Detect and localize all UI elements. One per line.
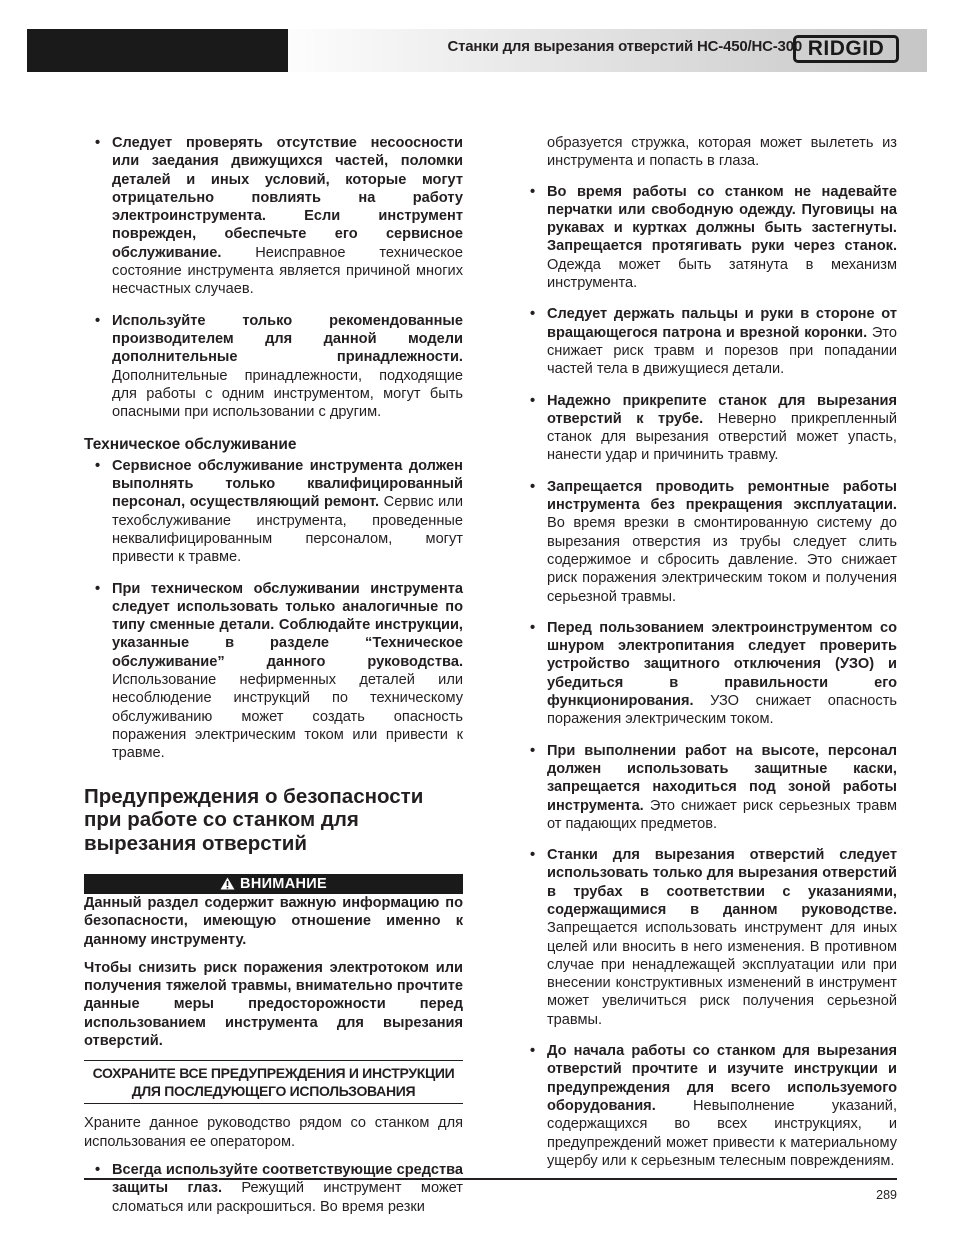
bullet-item (84, 580, 463, 763)
bullet-bold: Сервисное обслуживание инструмента должен выполнять только квалифицированный персонал, осуществляющий ремонт. (112, 457, 463, 511)
bullet-item (84, 457, 463, 567)
bullet-text: УЗО снижает опасность поражения электрическим током. (547, 693, 897, 728)
bullet-icon: • (530, 183, 536, 200)
warning-triangle-icon (220, 877, 235, 890)
bullet-item (519, 1042, 897, 1170)
bullet-icon: • (530, 742, 536, 759)
bullet-text: Режущий инструмент может сломаться или раскрошиться. Во время резки (112, 1180, 463, 1215)
bullet-bold: Во время работы со станком не надевайте перчатки или свободную одежду. Пуговицы на рукавах и куртках должны быть застегнуты. Запрещается протягивать руки через станок. (547, 183, 897, 255)
bullet-icon: • (530, 619, 536, 636)
footer-rule (84, 1178, 897, 1180)
bullet-icon: • (95, 135, 101, 151)
section-title: Предупреждения о безопасности при работе со станком для вырезания отверстий (84, 784, 424, 855)
bullet-icon: • (530, 847, 536, 864)
bullet-icon: • (95, 312, 101, 329)
bullet-bold: Запрещается проводить ремонтные работы инструмента без прекращения эксплуатации. (547, 478, 897, 514)
bullet-bold: При техническом обслуживании инструмента следует использовать только аналогичные по типу сменные детали. Соблюдайте инструкции, указанные в разделе “Техническое обслуживание” данного руководства. (112, 580, 463, 670)
bullet-text: Запрещается использовать инструмент для иных целей или вносить в него изменения. В противном случае при ненадлежащей эксплуатации или при внесении конструктивных изменений в инструмент может увеличиться риск получения серьезной травмы. (547, 920, 897, 1028)
bullet-text: Невыполнение указаний, содержащихся во всех инструкциях, и предупреждений может привести к материальному ущербу или к серьезным телесным повреждениям. (547, 1097, 897, 1169)
ridgid-logo: RIDGID (793, 35, 899, 63)
bullet-bold: Следует проверять отсутствие несоосности или заедания движущихся частей, поломки деталей и иных условий, которые могут отрицательно повлиять на работу электроинструмента. Если инструмент поврежден, обеспечьте его сервисное обслуживание. (112, 135, 463, 261)
bullet-bold: Станки для вырезания отверстий следует использовать только для вырезания отверстий в трубах в соответствии с указаниями, содержащимися в данном руководстве. (547, 847, 897, 918)
bullet-icon: • (530, 392, 536, 409)
warning-label: ВНИМАНИЕ (240, 876, 327, 892)
bullet-bold: Перед пользованием электроинструментом со шнуром электропитания следует проверить устройство защитного отключения (УЗО) и убедиться в правильности его функционирования. (547, 619, 897, 710)
bullet-item (519, 305, 897, 378)
bullet-item (84, 312, 463, 422)
bullet-item (84, 134, 463, 299)
bullet-icon: • (530, 478, 536, 495)
header-title: Станки для вырезания отверстий HC-450/HC-300 (447, 38, 802, 55)
keep-manual-text: Храните данное руководство рядом со станком для использования ее оператором. (84, 1115, 463, 1150)
bullet-item (519, 183, 897, 293)
right-column (519, 134, 897, 1183)
bullet-item (519, 392, 897, 465)
bullet-text: Сервис или техобслуживание инструмента, проведенные неквалифицированным персоналом, могут привести к травме. (112, 494, 464, 566)
left-column (84, 134, 463, 1229)
bullet-item (519, 478, 897, 606)
save-instructions-box: СОХРАНИТЕ ВСЕ ПРЕДУПРЕЖДЕНИЯ И ИНСТРУКЦИИ ДЛЯ ПОСЛЕДУЮЩЕГО ИСПОЛЬЗОВАНИЯ (84, 1060, 463, 1104)
bullet-item (84, 1161, 463, 1216)
bullet-icon: • (95, 1161, 101, 1178)
bullet-bold: Надежно прикрепите станок для вырезания отверстий к трубе. (547, 392, 897, 427)
bullet-item (519, 742, 897, 833)
bullet-icon: • (95, 580, 101, 597)
bullet-bold: До начала работы со станком для вырезания отверстий прочтите и изучите инструкции и предупреждения для всего используемого оборудования. (547, 1043, 897, 1114)
bullet-text: Во время врезки в смонтированную систему до вырезания отверстия из трубы следует слить содержимое и сбросить давление. Это снижает риск поражения электрическим током и получения серьезной травмы. (547, 515, 897, 605)
continuation-text: образуется стружка, которая может вылететь из инструмента и попасть в глаза. (547, 135, 897, 170)
bullet-item (519, 619, 897, 729)
subheading-maintenance: Техническое обслуживание (84, 436, 297, 454)
warning-bar (84, 874, 463, 894)
bullet-bold: Всегда используйте соответствующие средства защиты глаз. (112, 1161, 463, 1197)
bullet-icon: • (530, 306, 536, 323)
bullet-text: Одежда может быть затянута в механизм инструмента. (547, 256, 897, 292)
bullet-text: Неисправное техническое состояние инструмента является причиной многих несчастных случаев. (112, 244, 463, 298)
bullet-text: Это снижает риск серьезных травм от падающих предметов. (547, 797, 897, 832)
bullet-icon: • (530, 1043, 536, 1060)
bullet-icon: • (95, 457, 101, 474)
bullet-text: Использование нефирменных деталей или несоблюдение инструкций по техническому обслуживанию может создать опасность поражения электрическим током или привести к травме. (112, 672, 463, 762)
warning-paragraph: Чтобы снизить риск поражения электротоком или получения тяжелой травмы, внимательно прочтите данные меры предосторожности перед использованием инструмента для вырезания отверстий. (84, 959, 463, 1050)
bullet-item (519, 846, 897, 1029)
bullet-text: Дополнительные принадлежности, подходящие для работы с одним инструментом, могут быть опасными при использовании с другим. (112, 367, 463, 421)
warning-paragraph: Данный раздел содержит важную информацию по безопасности, имеющую отношение именно к данному инструменту. (84, 895, 463, 948)
bullet-text: Это снижает риск травм и порезов при попадании частей тела в движущиеся детали. (547, 324, 897, 378)
bullet-bold: Следует держать пальцы и руки в стороне от вращающегося патрона и врезной коронки. (547, 306, 897, 341)
header-black-bar (27, 29, 288, 72)
page-number: 289 (876, 1188, 897, 1202)
bullet-bold: При выполнении работ на высоте, персонал должен использовать защитные каски, запрещается находиться под зоной работы инструмента. (547, 742, 897, 814)
bullet-text: Неверно прикрепленный станок для вырезания отверстий может упасть, нанести удар и причинить травму. (547, 410, 897, 464)
bullet-bold: Используйте только рекомендованные производителем для данной модели дополнительные принадлежности. (112, 312, 463, 366)
